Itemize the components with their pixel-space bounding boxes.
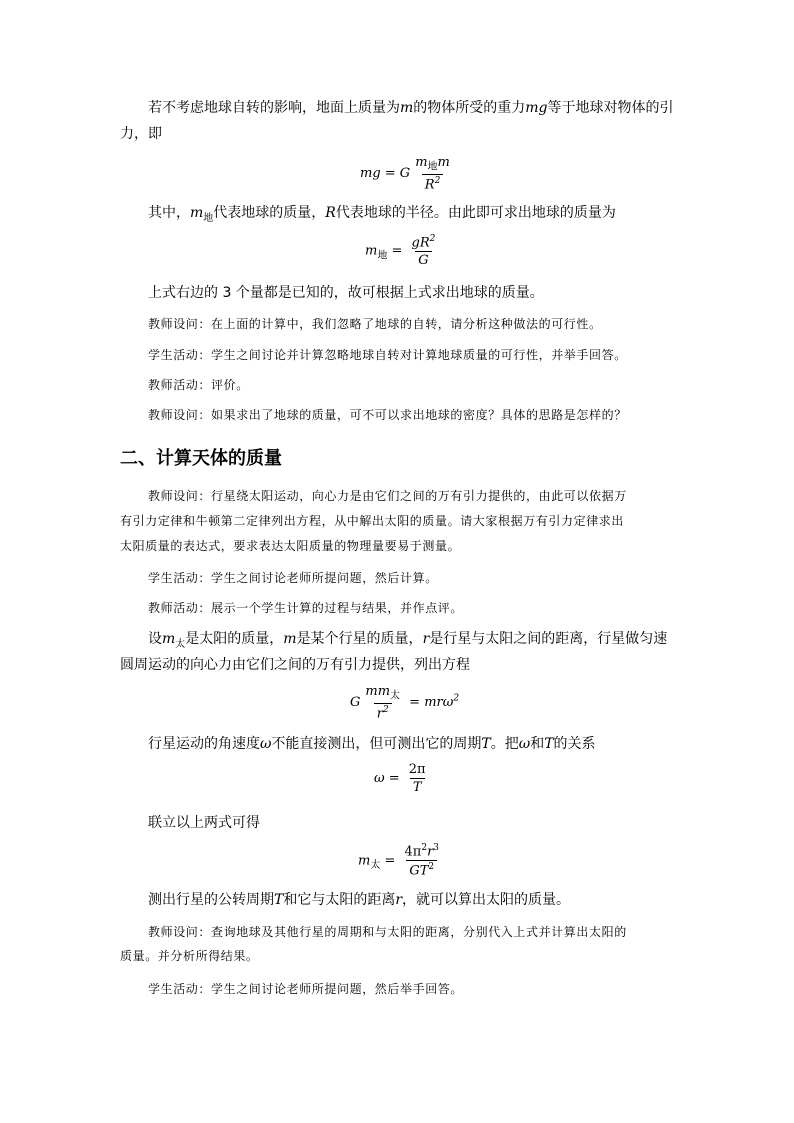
var-omega: ω [260, 736, 272, 752]
paragraph-4-line-1 [148, 628, 667, 656]
text: 和它与太阳的距离 [283, 892, 396, 908]
num: mm [365, 684, 391, 699]
lhs-sub: 地 [377, 250, 388, 262]
teacher-activity-2: 教师活动：展示一个学生计算的过程与结果，并作点评。 [148, 601, 464, 615]
text: 和 [530, 736, 545, 752]
teacher-question-3-line-1: 教师设问：行星绕太阳运动，向心力是由它们之间的万有引力提供的，由此可以依据万 [148, 489, 627, 503]
teacher-question-2: 教师设问：如果求出了地球的质量，可不可以求出地球的密度？具体的思路是怎样的？ [148, 408, 627, 422]
teacher-question-4-line-1: 教师设问：查询地球及其他行星的周期和与太阳的距离，分别代入上式并计算出太阳的 [148, 925, 627, 939]
paragraph-2 [148, 202, 616, 230]
paragraph-5 [148, 733, 596, 755]
den: r [376, 705, 383, 721]
teacher-question-3-line-2: 有引力定律和牛顿第二定律列出方程，从中解出太阳的质量。请大家根据万有引力定律求出 [120, 514, 625, 528]
var-m: m [162, 631, 176, 647]
student-activity-3: 学生活动：学生之间讨论老师所提问题，然后举手回答。 [148, 982, 464, 996]
teacher-question-3-line-3: 太阳质量的表达式，要求表达太阳质量的物理量要易于测量。 [120, 539, 461, 553]
student-activity-1: 学生活动：学生之间讨论并计算忽略地球自转对计算地球质量的可行性，并举手回答。 [148, 348, 627, 362]
den-sup: 2 [434, 175, 441, 186]
eq-g: G [350, 694, 361, 710]
var-t: T [274, 892, 284, 908]
var-r: R [325, 205, 336, 221]
text: 。把 [490, 736, 519, 752]
var-t: T [481, 736, 491, 752]
text: 行星运动的角速度 [148, 736, 260, 752]
sub: 太 [175, 638, 186, 650]
den-r: R [424, 176, 435, 192]
num-sub: 地 [427, 161, 438, 173]
num-sup: 3 [433, 843, 440, 853]
paragraph-7 [148, 889, 570, 911]
fraction [402, 843, 443, 879]
var-t: T [544, 736, 554, 752]
den-sup: 2 [382, 704, 389, 715]
paragraph-6: 联立以上两式可得 [148, 815, 260, 831]
var-r: r [422, 631, 430, 647]
equation-gravity [360, 155, 455, 192]
student-activity-2: 学生活动：学生之间讨论老师所提问题，然后计算。 [148, 571, 438, 585]
eq-lhs: m [365, 243, 378, 259]
equation-earth-mass [365, 234, 440, 268]
num-sup: 2 [429, 234, 436, 244]
fraction [412, 155, 453, 192]
var-m: m [283, 631, 297, 647]
var-r: r [395, 892, 403, 908]
section-heading: 二、计算天体的质量 [120, 448, 282, 469]
eq-lhs: ω = [374, 771, 404, 786]
num: gR [411, 235, 430, 251]
text: 是太阳的质量， [185, 631, 284, 647]
equation-gravity-centripetal [350, 684, 459, 721]
text: 代表地球的半径。由此即可求出地球的质量为 [335, 205, 616, 221]
num-tail: m [437, 155, 450, 170]
text: 的关系 [553, 736, 596, 752]
den: G [415, 251, 431, 268]
teacher-question-1: 教师设问：在上面的计算中，我们忽略了地球的自转，请分析这种做法的可行性。 [148, 317, 602, 331]
text: 测出行星的公转周期 [148, 892, 274, 908]
eq-lhs: m [358, 853, 371, 869]
den-sup: 2 [428, 862, 435, 873]
equation-sun-mass [358, 843, 444, 879]
text: 其中， [148, 205, 190, 221]
paragraph-1-line-2: 力，即 [120, 126, 162, 142]
teacher-activity-1: 教师活动：评价。 [148, 378, 249, 392]
eq-sign: = [380, 853, 400, 869]
paragraph-3: 上式右边的 3 个量都是已知的，故可根据上式求出地球的质量。 [148, 285, 544, 301]
var-m: m [400, 100, 414, 116]
var-m: m [190, 205, 204, 221]
text: ，就可以算出太阳的质量。 [402, 892, 571, 908]
paragraph-1-line-1 [148, 97, 674, 119]
text: 的物体所受的重力 [413, 100, 526, 116]
eq-rhs: = mrω [405, 694, 454, 710]
den: T [410, 778, 425, 795]
var-mg: mg [525, 100, 548, 116]
text: 代表地球的质量， [213, 205, 326, 221]
fraction [409, 234, 439, 268]
paragraph-4-line-2: 圆周运动的向心力由它们之间的万有引力提供，列出方程 [120, 657, 470, 673]
teacher-question-4-line-2: 质量。并分析所得结果。 [120, 949, 259, 963]
num: 2π [408, 762, 426, 777]
text: 设 [148, 631, 162, 647]
num-r: r [427, 844, 434, 860]
text: 不能直接测出，但可测出它的周期 [271, 736, 482, 752]
text: 是行星与太阳之间的距离，行星做匀速 [429, 631, 668, 647]
lhs-sub: 太 [370, 859, 381, 871]
rhs-sup: 2 [453, 693, 460, 704]
equation-omega [374, 762, 431, 795]
num-sup: 2 [421, 843, 428, 853]
den: GT [409, 863, 429, 879]
fraction [406, 762, 429, 795]
text: 若不考虑地球自转的影响，地面上质量为 [148, 100, 400, 116]
eq-lhs: mg = G [360, 165, 411, 181]
text: 等于地球对物体的引 [547, 100, 674, 116]
text: 是某个行星的质量， [296, 631, 423, 647]
fraction [362, 684, 403, 721]
num: 4π [404, 844, 422, 860]
sub: 地 [203, 212, 214, 224]
var-omega: ω [518, 736, 531, 752]
eq-sign: = [387, 243, 407, 259]
num-sub: 太 [390, 690, 401, 702]
num-m: m [415, 155, 428, 170]
